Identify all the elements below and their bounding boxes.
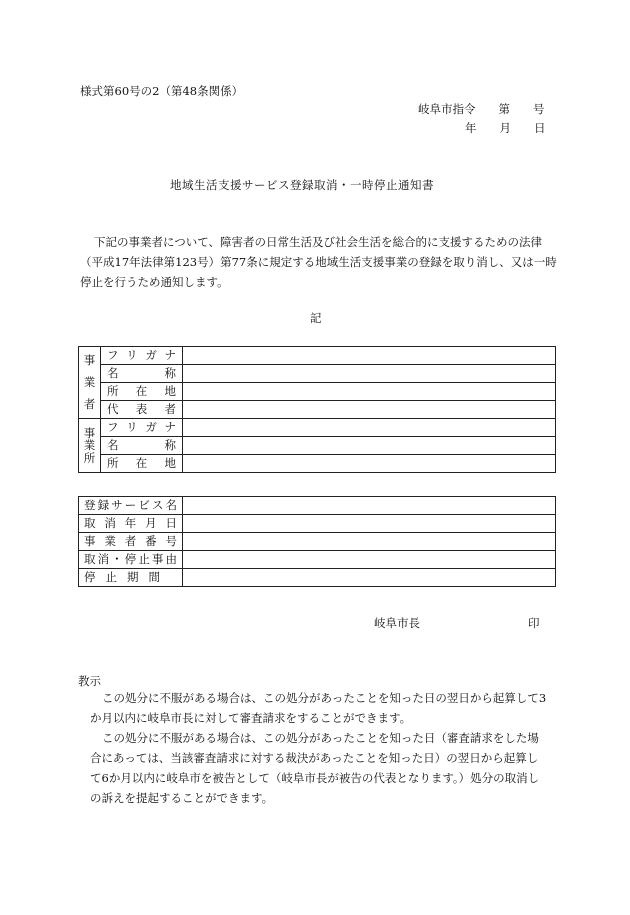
row-label-text: 登 録 サ ー ビ ス 名 — [84, 497, 177, 512]
row-label-text: 名 称 — [107, 437, 176, 452]
value-cell — [183, 383, 556, 401]
date-line: 年 月 日 — [465, 121, 546, 135]
row-label-text: 停 止 期 間 — [84, 569, 160, 584]
category-cell — [79, 347, 101, 419]
category-char: 業 — [83, 438, 96, 453]
notice-line: この処分に不服がある場合は、この処分があったことを知った日（審査請求をした場 — [102, 731, 539, 745]
value-cell — [183, 533, 556, 551]
notice-line: か月以内に岐阜市長に対して審査請求をすることができます。 — [90, 711, 412, 725]
table-row — [79, 383, 556, 401]
notice-paragraph — [80, 688, 546, 808]
row-label-suspension-period — [79, 569, 183, 587]
row-label-address — [101, 455, 183, 473]
category-char: 業 — [83, 374, 96, 389]
row-label-service-name — [79, 497, 183, 515]
row-label-representative — [101, 401, 183, 419]
table-row — [79, 515, 556, 533]
table-row — [79, 437, 556, 455]
value-cell — [183, 419, 556, 437]
row-label-furigana — [101, 347, 183, 365]
table-row — [79, 551, 556, 569]
value-cell — [183, 569, 556, 587]
category-char: 事 — [83, 425, 96, 440]
value-cell — [183, 515, 556, 533]
business-info-table — [78, 346, 556, 473]
table-row — [79, 347, 556, 365]
seal-mark: 印 — [528, 616, 540, 630]
table-row — [79, 569, 556, 587]
notice-line: この処分に不服がある場合は、この処分があったことを知った日の翌日から起算して3 — [102, 691, 547, 705]
table-row — [79, 497, 556, 515]
ki-heading: 記 — [310, 311, 322, 325]
row-label-text: フ リ ガ ナ — [107, 347, 176, 362]
row-label-reason — [79, 551, 183, 569]
document-title: 地域生活支援サービス登録取消・一時停止通知書 — [170, 178, 434, 192]
notice-line: て6か月以内に岐阜市を被告として（岐阜市長が被告の代表となります。）処分の取消し — [90, 771, 540, 785]
category-char: 事 — [83, 352, 96, 367]
value-cell — [183, 551, 556, 569]
row-label-text: 取 消 年 月 日 — [84, 515, 177, 530]
value-cell — [183, 437, 556, 455]
table-row — [79, 365, 556, 383]
row-label-cancel-date — [79, 515, 183, 533]
table-row — [79, 401, 556, 419]
value-cell — [183, 497, 556, 515]
value-cell — [183, 365, 556, 383]
row-label-text: 所 在 地 — [107, 455, 176, 470]
value-cell — [183, 401, 556, 419]
mayor-signature: 岐阜市長 — [374, 616, 420, 630]
table-row — [79, 419, 556, 437]
row-label-text: 代 表 者 — [107, 401, 176, 416]
notice-heading: 教示 — [78, 674, 101, 688]
row-label-text: 取 消 ・ 停 止 事 由 — [84, 551, 177, 566]
notice-line: 合にあっては、当該審査請求に対する裁決があったことを知った日）の翌日から起算し — [90, 751, 539, 765]
row-label-text: 所 在 地 — [107, 383, 176, 398]
form-number: 様式第60号の2（第48条関係） — [80, 84, 244, 98]
row-label-furigana — [101, 419, 183, 437]
row-label-name — [101, 437, 183, 455]
service-info-table — [78, 496, 556, 587]
value-cell — [183, 347, 556, 365]
body-paragraph — [80, 232, 557, 292]
row-label-text: 名 称 — [107, 365, 176, 380]
row-label-address — [101, 383, 183, 401]
value-cell — [183, 455, 556, 473]
body-line: （平成17年法律第123号）第77条に規定する地域生活支援事業の登録を取り消し、又は一時 — [80, 255, 557, 269]
table-row — [79, 533, 556, 551]
body-line: 停止を行うため通知します。 — [80, 275, 229, 289]
body-line: 下記の事業者について、障害者の日常生活及び社会生活を総合的に支援するための法律 — [94, 235, 543, 249]
row-label-name — [101, 365, 183, 383]
row-label-text: フ リ ガ ナ — [107, 419, 176, 434]
category-char: 所 — [83, 450, 96, 465]
category-cell — [79, 419, 101, 473]
row-label-text: 事 業 者 番 号 — [84, 533, 177, 548]
issuer-number-line: 岐阜市指令 第 号 — [418, 102, 545, 116]
row-label-business-number — [79, 533, 183, 551]
table-row — [79, 455, 556, 473]
notice-line: の訴えを提起することができます。 — [90, 791, 274, 805]
category-char: 者 — [83, 396, 96, 411]
